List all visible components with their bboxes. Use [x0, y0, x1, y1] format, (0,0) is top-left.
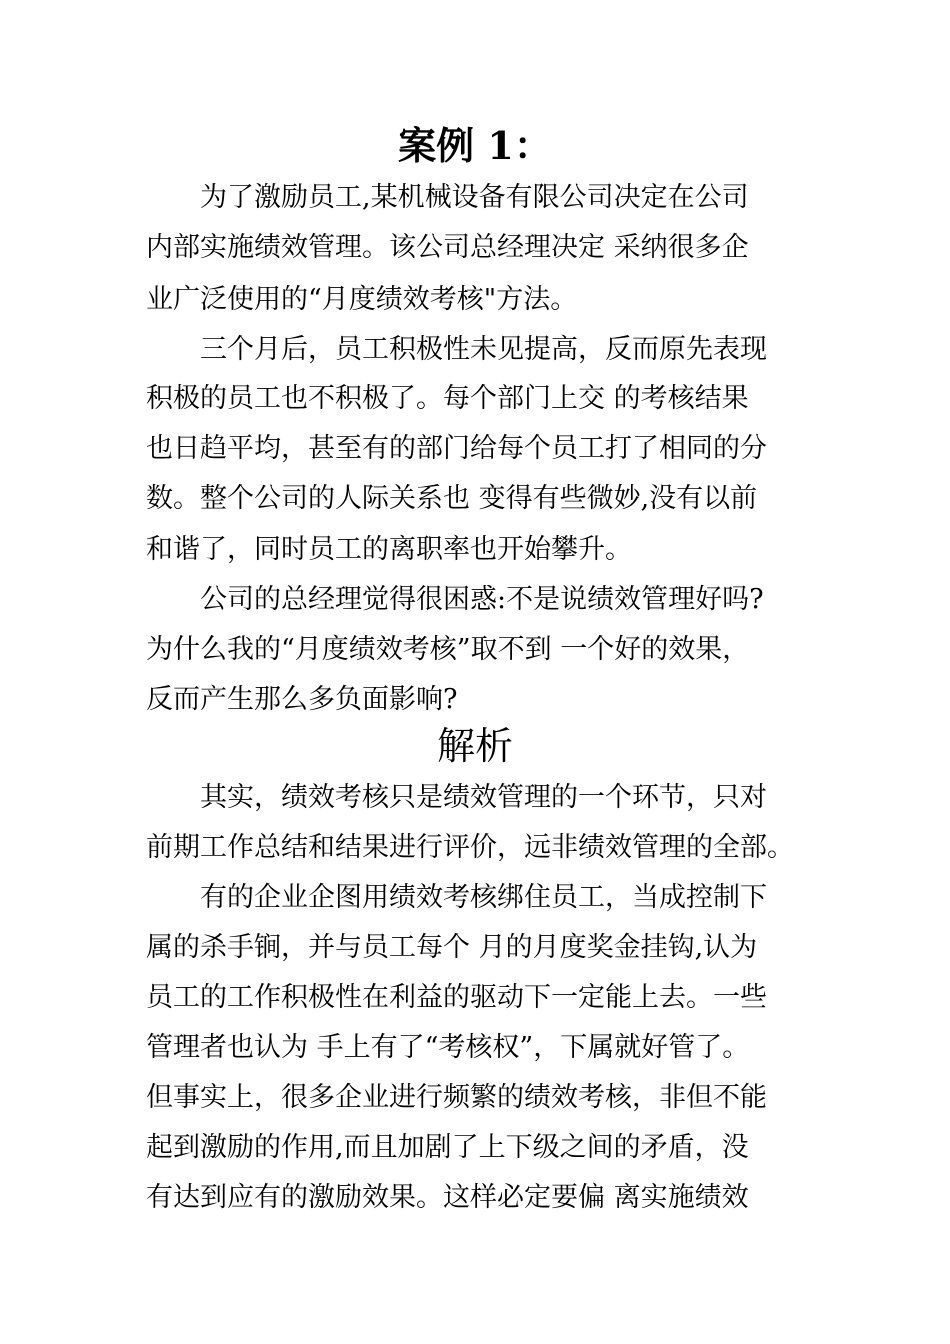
- paragraph-line: 员工的工作积极性在利益的驱动下一定能上去。一些: [146, 982, 767, 1013]
- case-title: 案例 1：: [398, 123, 552, 168]
- paragraph-line: 属的杀手锏，并与员工每个 月的月度奖金挂钩,认为: [146, 932, 758, 963]
- paragraph-line: 业广泛使用的“月度绩效考核"方法。: [146, 284, 578, 315]
- paragraph-line: 有达到应有的激励效果。这样必定要偏 离实施绩效: [146, 1182, 749, 1213]
- paragraph-line: 起到激励的作用,而且加剧了上下级之间的矛盾，没: [146, 1132, 749, 1163]
- paragraph-line: 前期工作总结和结果进行评价，远非绩效管理的全部。: [146, 832, 794, 863]
- paragraph-line: 和谐了，同时员工的离职率也开始攀升。: [146, 534, 632, 565]
- paragraph-line: 也日趋平均，甚至有的部门给每个员工打了相同的分: [146, 433, 767, 464]
- section-title: 解析: [436, 724, 513, 768]
- paragraph-line: 积极的员工也不积极了。每个部门上交 的考核结果: [146, 383, 749, 414]
- paragraph-line: 三个月后，员工积极性未见提高，反而原先表现: [200, 334, 767, 365]
- paragraph-line: 有的企业企图用绩效考核绑住员工，当成控制下: [200, 882, 767, 913]
- paragraph-line: 内部实施绩效管理。该公司总经理决定 采纳很多企: [146, 232, 749, 263]
- paragraph-line: 公司的总经理觉得很困惑:不是说绩效管理好吗?: [200, 584, 764, 615]
- paragraph-line: 但事实上，很多企业进行频繁的绩效考核，非但不能: [146, 1082, 767, 1113]
- paragraph-line: 数。整个公司的人际关系也 变得有些微妙,没有以前: [146, 483, 758, 514]
- paragraph-line: 其实，绩效考核只是绩效管理的一个环节，只对: [200, 782, 767, 813]
- paragraph-line: 反而产生那么多负面影响?: [146, 684, 458, 715]
- paragraph-line: 为了激励员工,某机械设备有限公司决定在公司: [200, 182, 749, 213]
- paragraph-line: 为什么我的“月度绩效考核”取不到 一个好的效果，: [146, 634, 750, 665]
- paragraph-line: 管理者也认为 手上有了“考核权”，下属就好管了。: [146, 1032, 750, 1063]
